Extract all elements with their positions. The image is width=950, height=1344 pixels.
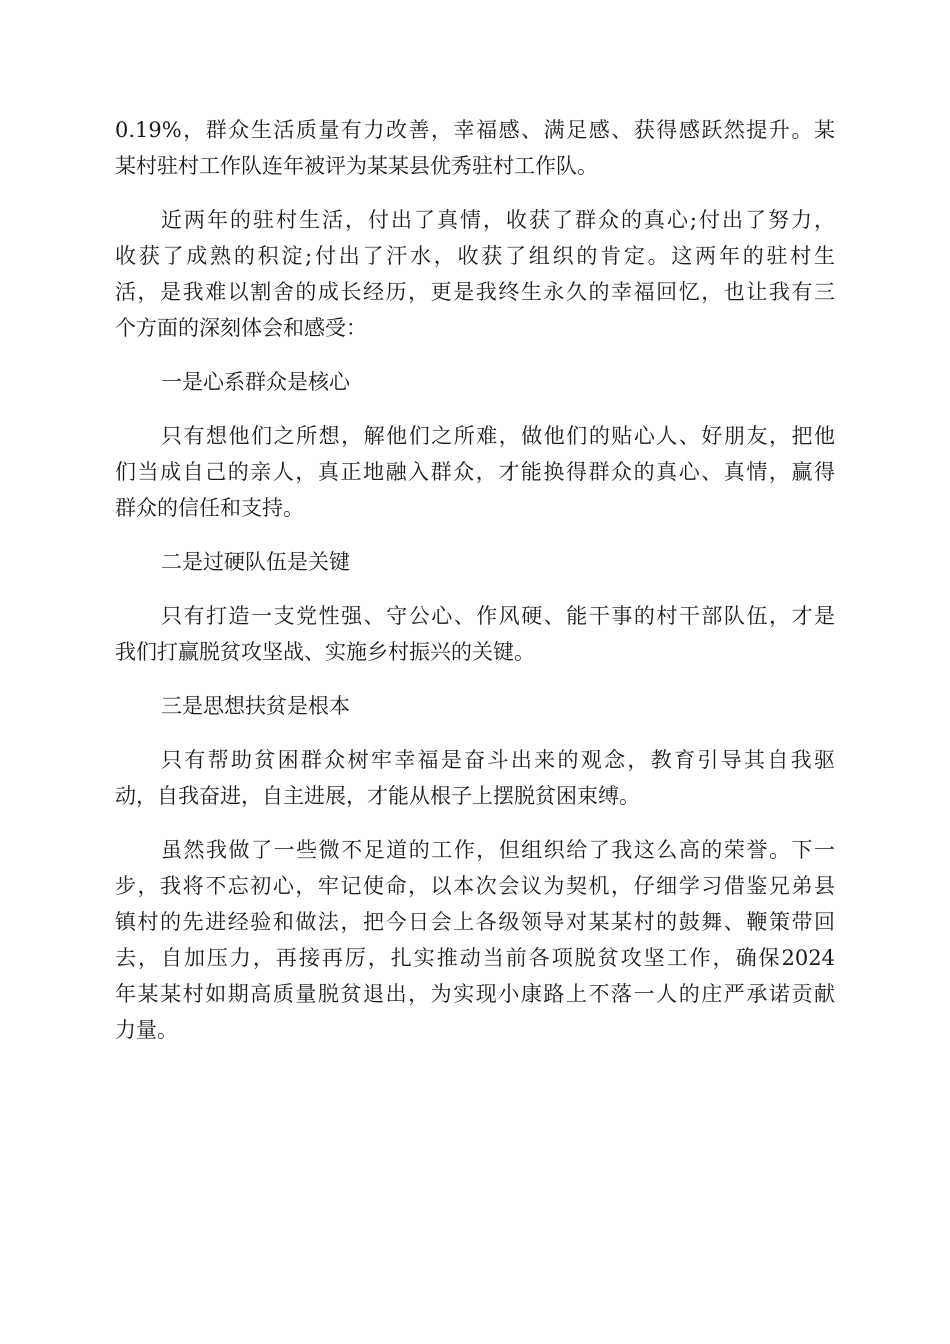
text-line: 我们打赢脱贫攻坚战、实施乡村振兴的关键。 — [115, 640, 535, 664]
text-line: 收获了成熟的积淀;付出了汗水，收获了组织的肯定。这两年的驻村生 — [115, 244, 835, 268]
text-line: 动，自我奋进，自主进展，才能从根子上摆脱贫困束缚。 — [115, 784, 640, 808]
text-line: 镇村的先进经验和做法，把今日会上各级领导对某某村的鼓舞、鞭策带回 — [115, 910, 835, 934]
section-heading — [115, 688, 835, 724]
paragraph — [115, 418, 835, 526]
paragraph — [115, 832, 835, 1048]
text-line: 力量。 — [115, 1018, 178, 1042]
text-line: 步，我将不忘初心，牢记使命，以本次会议为契机，仔细学习借鉴兄弟县 — [115, 874, 835, 898]
text-line: 0.19%，群众生活质量有力改善，幸福感、满足感、获得感跃然提升。某 — [115, 118, 835, 142]
paragraph — [115, 742, 835, 814]
section-heading — [115, 544, 835, 580]
text-line: 活，是我难以割舍的成长经历，更是我终生永久的幸福回忆，也让我有三 — [115, 280, 835, 304]
section-heading — [115, 364, 835, 400]
text-line: 个方面的深刻体会和感受： — [115, 316, 367, 340]
text-line: 某村驻村工作队连年被评为某某县优秀驻村工作队。 — [115, 154, 598, 178]
paragraph — [115, 202, 835, 346]
text-line: 只有想他们之所想，解他们之所难，做他们的贴心人、好朋友，把他 — [161, 424, 835, 448]
text-line: 们当成自己的亲人，真正地融入群众，才能换得群众的真心、真情，赢得 — [115, 460, 835, 484]
text-line: 群众的信任和支持。 — [115, 496, 304, 520]
heading-text: 二是过硬队伍是关键 — [161, 550, 350, 574]
text-line: 只有帮助贫困群众树牢幸福是奋斗出来的观念，教育引导其自我驱 — [161, 748, 835, 772]
heading-text: 一是心系群众是核心 — [161, 370, 350, 394]
document-page — [115, 112, 835, 1066]
heading-text: 三是思想扶贫是根本 — [161, 694, 350, 718]
text-line: 去，自加压力，再接再厉，扎实推动当前各项脱贫攻坚工作，确保2024 — [115, 946, 835, 970]
text-line: 近两年的驻村生活，付出了真情，收获了群众的真心;付出了努力， — [161, 208, 835, 232]
paragraph-continuation — [115, 112, 835, 184]
text-line: 年某某村如期高质量脱贫退出，为实现小康路上不落一人的庄严承诺贡献 — [115, 982, 835, 1006]
text-line: 虽然我做了一些微不足道的工作，但组织给了我这么高的荣誉。下一 — [161, 838, 835, 862]
text-line: 只有打造一支党性强、守公心、作风硬、能干事的村干部队伍，才是 — [161, 604, 835, 628]
paragraph — [115, 598, 835, 670]
